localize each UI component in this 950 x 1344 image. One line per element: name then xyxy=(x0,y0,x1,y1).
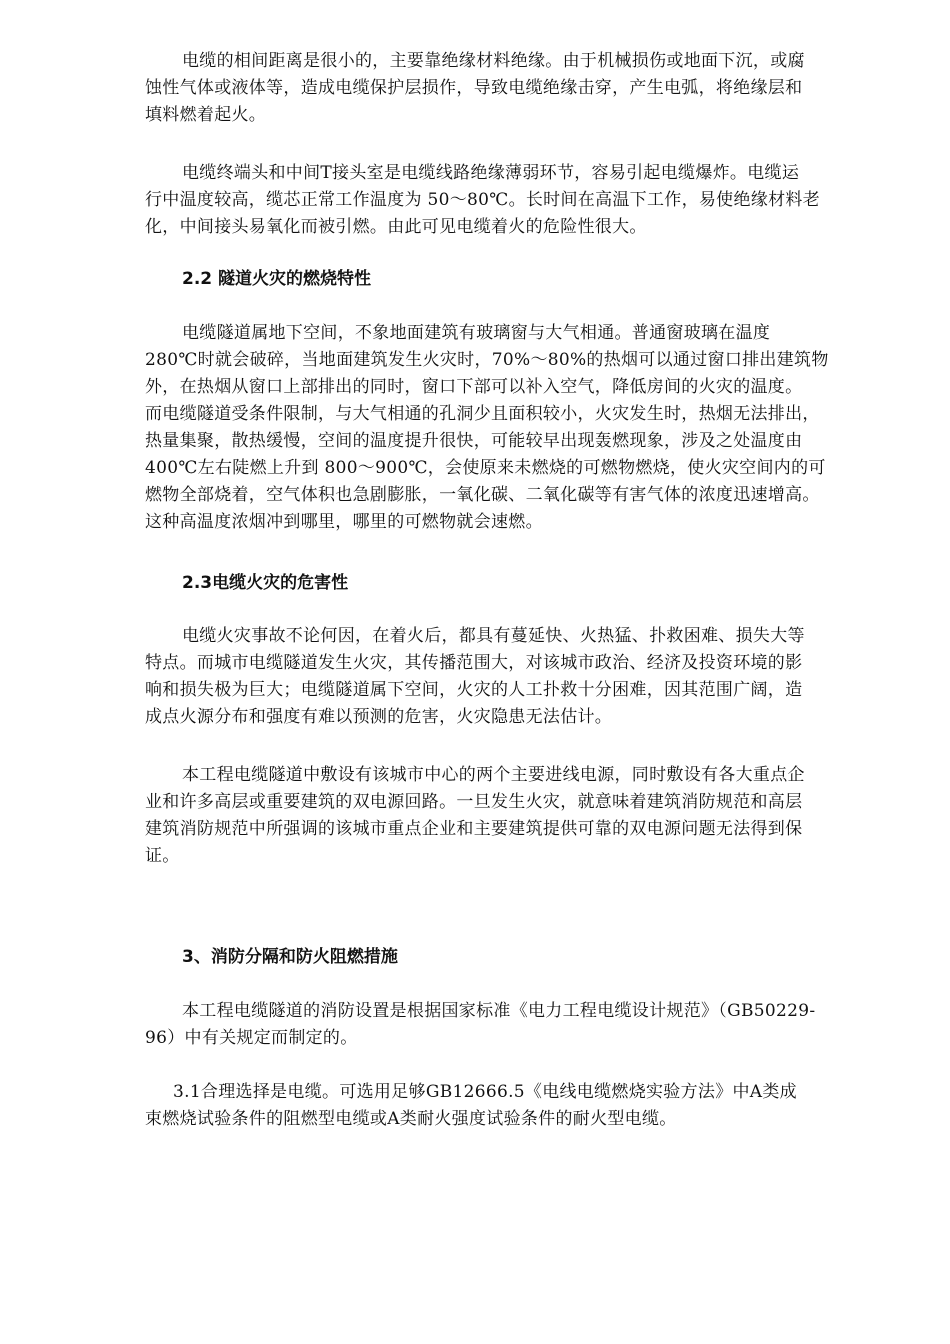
text-line: 280℃时就会破碎，当地面建筑发生火灾时，70%～80%的热烟可以通过窗口排出建筑物 xyxy=(145,350,829,370)
paragraph-cable-joint xyxy=(145,160,885,241)
text-line: 本工程电缆隧道中敷设有该城市中心的两个主要进线电源，同时敷设有各大重点企 xyxy=(182,765,805,785)
text-line: 热量集聚，散热缓慢，空间的温度提升很快，可能较早出现轰燃现象，涉及之处温度由 xyxy=(145,431,803,451)
paragraph-cable-fire-hazard xyxy=(145,623,885,731)
text-line: 特点。而城市电缆隧道发生火灾，其传播范围大，对该城市政治、经济及投资环境的影 xyxy=(145,653,803,673)
paragraph-tunnel-fire xyxy=(145,320,885,536)
text-line: 这种高温度浓烟冲到哪里，哪里的可燃物就会速燃。 xyxy=(145,512,543,532)
text-line: 电缆终端头和中间T接头室是电缆线路绝缘薄弱环节，容易引起电缆爆炸。电缆运 xyxy=(182,163,800,183)
text-line: 外，在热烟从窗口上部排出的同时，窗口下部可以补入空气，降低房间的火灾的温度。 xyxy=(145,377,803,397)
text-line: 填料燃着起火。 xyxy=(145,105,267,125)
section-heading-3: 3、消防分隔和防火阻燃措施 xyxy=(182,947,398,967)
text-line: 证。 xyxy=(145,846,180,866)
text-line: 本工程电缆隧道的消防设置是根据国家标准《电力工程电缆设计规范》（GB50229- xyxy=(182,1001,816,1021)
text-line: 蚀性气体或液体等，造成电缆保护层损作，导致电缆绝缘击穿，产生电弧，将绝缘层和 xyxy=(145,78,803,98)
text-line: 电缆的相间距离是很小的，主要靠绝缘材料绝缘。由于机械损伤或地面下沉，或腐 xyxy=(182,51,805,71)
paragraph-fire-code xyxy=(145,998,885,1052)
text-line: 96）中有关规定而制定的。 xyxy=(145,1028,358,1048)
text-line: 化，中间接头易氧化而被引燃。由此可见电缆着火的危险性很大。 xyxy=(145,217,647,237)
text-line: 电缆隧道属地下空间，不象地面建筑有玻璃窗与大气相通。普通窗玻璃在温度 xyxy=(182,323,771,343)
text-line: 建筑消防规范中所强调的该城市重点企业和主要建筑提供可靠的双电源问题无法得到保 xyxy=(145,819,803,839)
text-line: 3.1合理选择是电缆。可选用足够GB12666.5《电线电缆燃烧实验方法》中A类成 xyxy=(173,1082,797,1102)
paragraph-project-power xyxy=(145,762,885,870)
section-heading-2-2: 2.2 隧道火灾的燃烧特性 xyxy=(182,269,372,289)
text-line: 束燃烧试验条件的阻燃型电缆或A类耐火强度试验条件的耐火型电缆。 xyxy=(145,1109,677,1129)
text-line: 而电缆隧道受条件限制，与大气相通的孔洞少且面积较小，火灾发生时，热烟无法排出， xyxy=(145,404,820,424)
paragraph-cable-insulation xyxy=(145,48,885,129)
text-line: 400℃左右陡燃上升到 800～900℃，会使原来未燃烧的可燃物燃烧，使火灾空间内的可 xyxy=(145,458,826,478)
text-line: 业和许多高层或重要建筑的双电源回路。一旦发生火灾，就意味着建筑消防规范和高层 xyxy=(145,792,803,812)
paragraph-cable-selection xyxy=(145,1079,885,1133)
text-line: 电缆火灾事故不论何因，在着火后，都具有蔓延快、火热猛、扑救困难、损失大等 xyxy=(182,626,805,646)
text-line: 成点火源分布和强度有难以预测的危害，火灾隐患无法估计。 xyxy=(145,707,613,727)
text-line: 行中温度较高，缆芯正常工作温度为 50～80℃。长时间在高温下工作，易使绝缘材料老 xyxy=(145,190,820,210)
section-heading-2-3: 2.3电缆火灾的危害性 xyxy=(182,573,349,593)
text-line: 燃物全部烧着，空气体积也急剧膨胀，一氧化碳、二氧化碳等有害气体的浓度迅速增高。 xyxy=(145,485,820,505)
text-line: 响和损失极为巨大；电缆隧道属下空间，火灾的人工扑救十分困难，因其范围广阔，造 xyxy=(145,680,803,700)
